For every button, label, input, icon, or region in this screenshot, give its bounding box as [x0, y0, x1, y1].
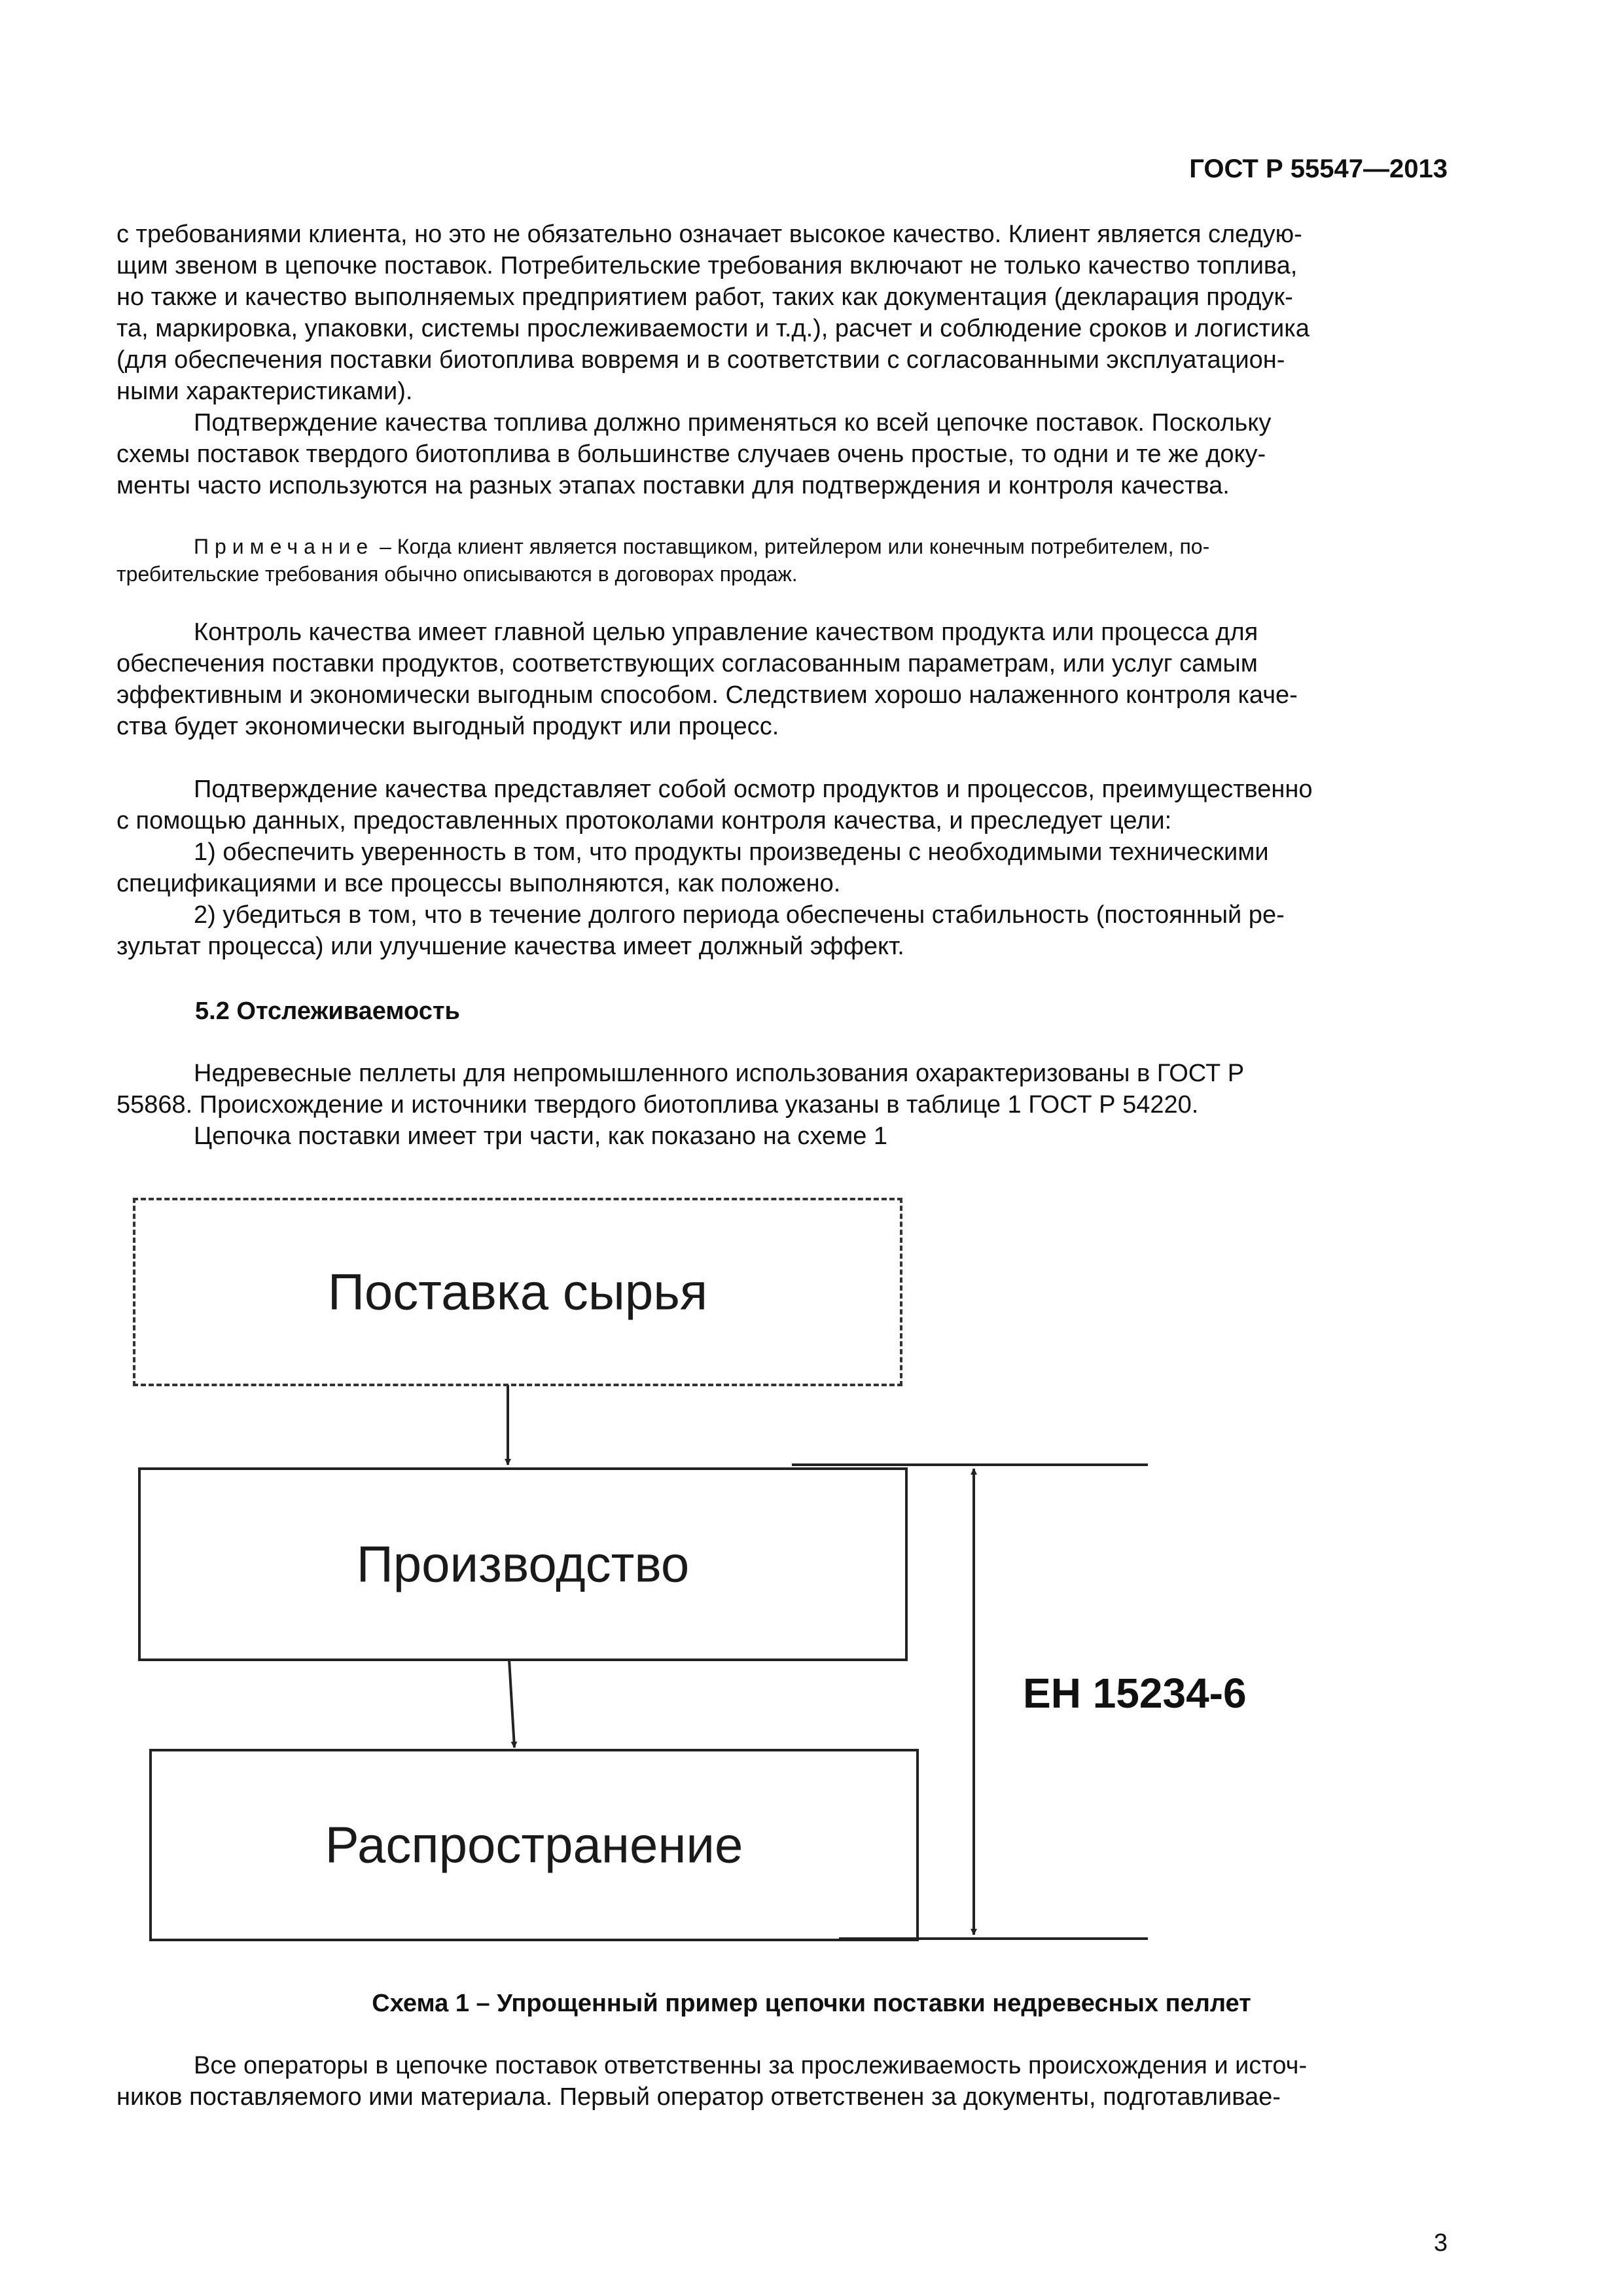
box-distribution — [149, 1749, 919, 1941]
diagram-caption: Схема 1 – Упрощенный пример цепочки поставки недревесных пеллет — [372, 1990, 1251, 2017]
paragraph-pellets-standards: Недревесные пеллеты для непромышленного использования охарактеризованы в ГОСТ Р 55868. Происхождение и источники твердого биотоплива указаны в таблице 1 ГОСТ Р 54220. — [116, 1060, 1245, 1119]
paragraph-client-requirements: с требованиями клиента, но это не обязательно означает высокое качество. Клиент является следую- щим звеном в цепочке поставок. Потребительские требования включают не только качество топлива, но также и качество выполняемых предприятием работ, таких как документация (декларация продук- та, маркировка, упаковки, системы прослеживаемости и т.д.), расчет и соблюдение сроков и логистика (для обеспечения поставки биотоплива вовремя и в соответствии с согласованными эксплуатацион- ными характеристиками). — [116, 221, 1310, 405]
list-item-1: 1) обеспечить уверенность в том, что продукты произведены с необходимыми техническими спецификациями и все процессы выполняются, как положено. — [116, 838, 1269, 897]
document-header-code: ГОСТ Р 55547—2013 — [1189, 154, 1448, 183]
paragraph-supply-chain-intro: Цепочка поставки имеет три части, как показано на схеме 1 — [194, 1122, 888, 1150]
note-label: Примечание — [194, 535, 374, 558]
list-item-2: 2) убедиться в том, что в течение долгого периода обеспечены стабильность (постоянный ре- зультат процесса) или улучшение качества имеет должный эффект. — [116, 901, 1285, 960]
section-heading: 5.2 Отслеживаемость — [195, 997, 460, 1025]
box-production-label: Производство — [356, 1535, 690, 1593]
scope-standard-label: ЕН 15234-6 — [1023, 1670, 1247, 1717]
arrow-production-to-distribution — [509, 1660, 514, 1748]
paragraph-operators-responsibility: Все операторы в цепочке поставок ответственны за прослеживаемость происхождения и источ- ников поставляемого ими материала. Первый оператор ответственен за документы, подготавливае- — [116, 2052, 1308, 2111]
paragraph-quality-assurance: Подтверждение качества представляет собой осмотр продуктов и процессов, преимущественно с помощью данных, предоставленных протоколами контроля качества, и преследует цели: — [116, 776, 1313, 834]
note-text: – Когда клиент является поставщиком, ритейлером или конечным потребителем, по- требительские требования обычно описываются в договорах продаж. — [116, 535, 1210, 586]
box-raw-material-label: Поставка сырья — [327, 1263, 708, 1321]
box-distribution-label: Распространение — [325, 1816, 743, 1874]
paragraph-quality-control: Контроль качества имеет главной целью управление качеством продукта или процесса для обеспечения поставки продуктов, соответствующих согласованным параметрам, или услуг самым эффективным и экономически выгодным способом. Следствием хорошо налаженного контроля каче- ства будет экономически выгодный продукт или процесс. — [116, 619, 1298, 740]
paragraph-quality-confirmation: Подтверждение качества топлива должно применяться ко всей цепочке поставок. Поскольку схемы поставок твердого биотоплива в большинстве случаев очень простые, то одни и те же доку- менты часто используются на разных этапах поставки для подтверждения и контроля качества. — [116, 409, 1272, 499]
box-raw-material-supply — [133, 1198, 902, 1386]
page-number: 3 — [1433, 2229, 1448, 2257]
box-production — [138, 1467, 908, 1661]
